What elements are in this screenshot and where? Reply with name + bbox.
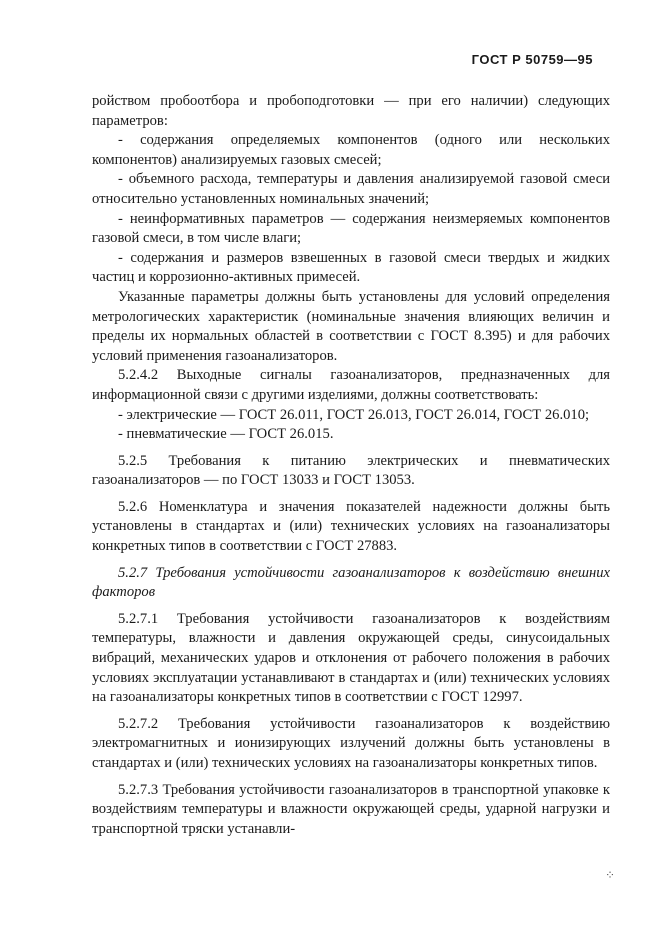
document-body [92, 92, 610, 839]
paragraph-5-2-7-3: 5.2.7.3 Требования устойчивости газоанализаторов в транспортной упаковке к воздействиям температуры и влажности окружающей среды, ударной нагрузки и транспортной тряски устанавли- [92, 781, 610, 837]
list-item: - электрические — ГОСТ 26.011, ГОСТ 26.013, ГОСТ 26.014, ГОСТ 26.010; [118, 406, 590, 423]
paragraph-intro: ройством пробоотбора и пробоподготовки — при его наличии) следующих параметров: [92, 93, 610, 129]
page-header: ГОСТ Р 50759—95 [471, 52, 593, 67]
list-item: - содержания определяемых компонентов (одного или нескольких компонентов) анализируемых газовых смесей; [92, 132, 610, 168]
list-item: - объемного расхода, температуры и давления анализируемой газовой смеси относительно установленных номинальных значений; [92, 171, 610, 207]
paragraph-5-2-6: 5.2.6 Номенклатура и значения показателей надежности должны быть установлены в стандартах и (или) технических условиях на газоанализаторы конкретных типов в соответствии с ГОСТ 27883. [92, 498, 610, 555]
list-item: - неинформативных параметров — содержания неизмеряемых компонентов газовой смеси, в том числе влаги; [92, 210, 610, 247]
list-item: - пневматические — ГОСТ 26.015. [118, 426, 334, 443]
list-item: - содержания и размеров взвешенных в газовой смеси твердых и жидких частиц и коррозионно-активных примесей. [92, 249, 610, 286]
paragraph-5-2-5: 5.2.5 Требования к питанию электрических и пневматических газоанализаторов — по ГОСТ 13033 и ГОСТ 13053. [92, 452, 610, 489]
section-heading-5-2-7: 5.2.7 Требования устойчивости газоанализаторов к воздействию внешних факторов [92, 564, 610, 601]
paragraph-5-2-7-2: 5.2.7.2 Требования устойчивости газоанализаторов к воздействию электромагнитных и ионизирующих излучений должны быть установлены в стандартах и (или) технических условиях на газоанализаторы конкретных типов. [92, 715, 610, 771]
paragraph-5-2-7-1: 5.2.7.1 Требования устойчивости газоанализаторов к воздействиям температуры, влажности и давления окружающей среды, синусоидальных вибраций, механических ударов и отклонения от рабочего положения в рабочих условиях эксплуатации устанавливают в стандартах и (или) технических условиях на газоанализаторы конкретных типов в соответствии с ГОСТ 12997. [92, 610, 610, 706]
paragraph-parameters: Указанные параметры должны быть установлены для условий определения метрологических характеристик (номинальные значения влияющих величин и пределы их нормальных областей в соответствии с ГОСТ 8.395) и для рабочих условий применения газоанализаторов. [92, 288, 610, 364]
corner-mark: ⁘ [604, 868, 615, 882]
paragraph-5-2-4-2: 5.2.4.2 Выходные сигналы газоанализаторов, предназначенных для информационной связи с другими изделиями, должны соответствовать: [92, 367, 610, 403]
